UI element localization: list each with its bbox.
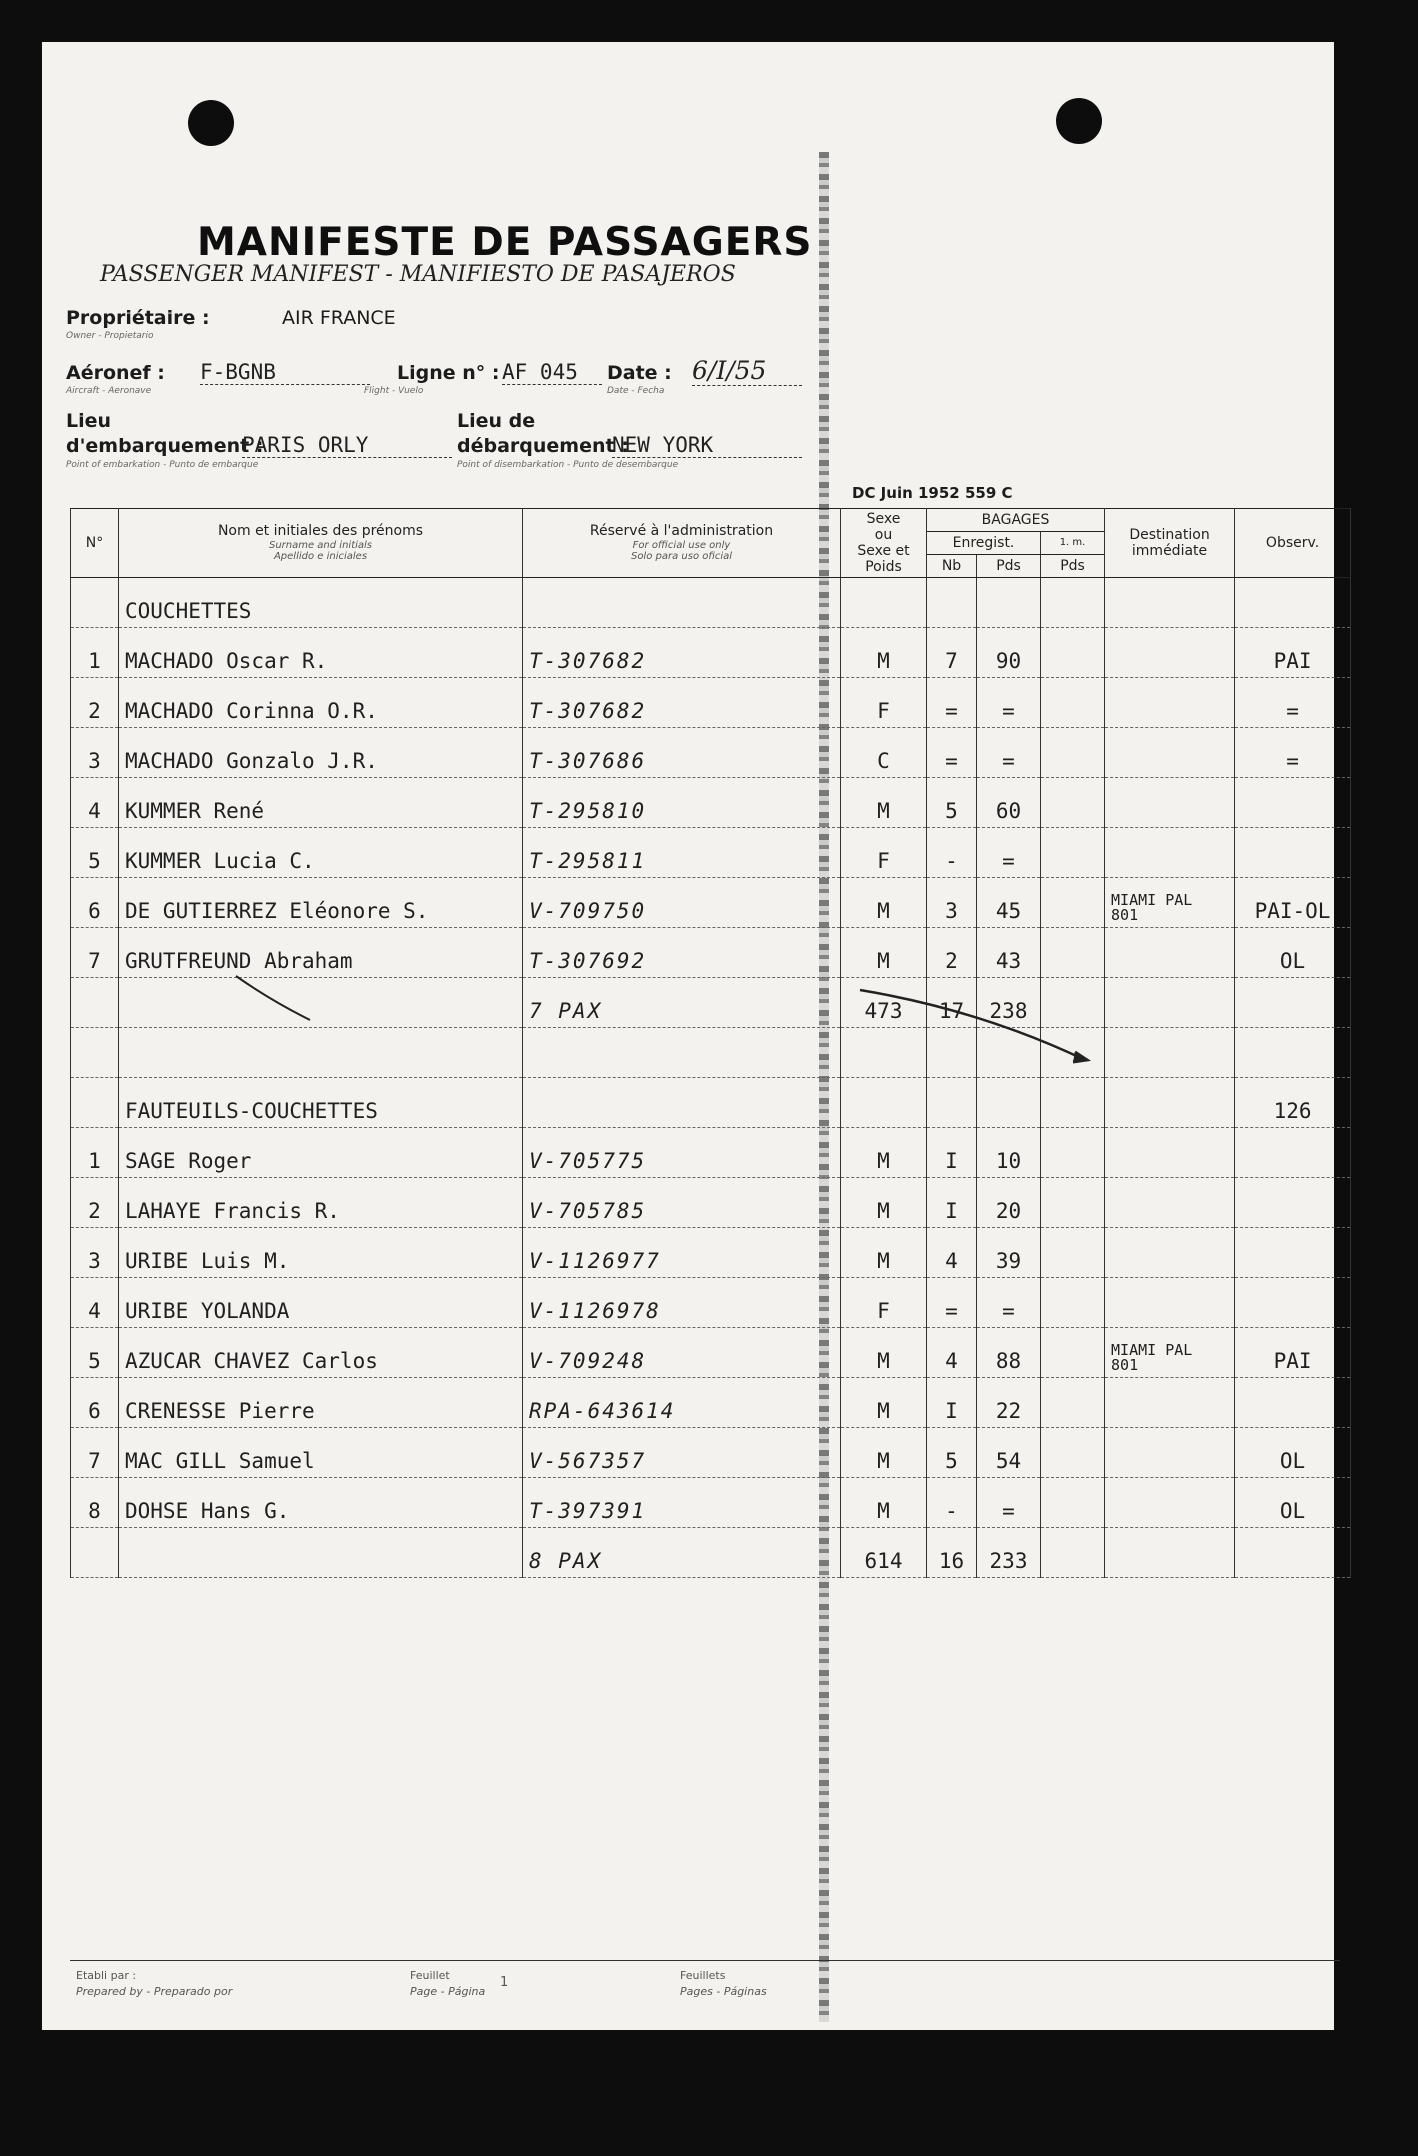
row-number: 3 xyxy=(71,728,119,778)
observation: OL xyxy=(1235,1428,1351,1478)
reservation-number: T-307686 xyxy=(523,728,841,778)
col-header-no: N° xyxy=(71,509,119,578)
baggage-weight: = xyxy=(977,1278,1041,1328)
col-header-observ: Observ. xyxy=(1235,509,1351,578)
col-header-nb: Nb xyxy=(927,555,977,578)
baggage-count: = xyxy=(927,678,977,728)
sheet-value: 1 xyxy=(500,1975,509,1990)
aircraft-sublabel: Aircraft - Aeronave xyxy=(66,386,152,396)
col-header-name-sub-1: Surname and initials xyxy=(268,539,373,551)
row-number: 5 xyxy=(71,828,119,878)
reservation-number: T-397391 xyxy=(523,1478,841,1528)
embark-value: PARIS ORLY xyxy=(242,433,452,458)
reservation-number: T-307682 xyxy=(523,678,841,728)
baggage-count: 4 xyxy=(927,1328,977,1378)
sex-weight: M xyxy=(841,1428,927,1478)
reservation-number: V-709750 xyxy=(523,878,841,928)
baggage-count: - xyxy=(927,1478,977,1528)
observation: PAI xyxy=(1235,1328,1351,1378)
prepared-sublabel: Prepared by - Preparado por xyxy=(76,1985,233,1998)
reservation-number: RPA-643614 xyxy=(523,1378,841,1428)
baggage-weight: = xyxy=(977,728,1041,778)
disembark-label-1: Lieu de xyxy=(457,410,536,432)
row-number: 6 xyxy=(71,878,119,928)
baggage-weight: 45 xyxy=(977,878,1041,928)
disembark-sublabel: Point of disembarkation - Punto de desembarque xyxy=(457,460,679,470)
baggage-weight: 54 xyxy=(977,1428,1041,1478)
sex-weight: M xyxy=(841,1228,927,1278)
baggage-count: = xyxy=(927,728,977,778)
embark-sublabel: Point of embarkation - Punto de embarque xyxy=(66,460,259,470)
manifest-subtitle: PASSENGER MANIFEST - MANIFIESTO DE PASAJEROS xyxy=(100,262,736,287)
baggage-count: 7 xyxy=(927,628,977,678)
col-header-pds: Pds xyxy=(977,555,1041,578)
row-number: 1 xyxy=(71,1128,119,1178)
baggage-weight: 43 xyxy=(977,928,1041,978)
observation: 126 xyxy=(1235,1078,1351,1128)
row-number: 2 xyxy=(71,1178,119,1228)
passenger-name: KUMMER René xyxy=(119,778,523,828)
col-header-name-sub-2: Apellido e iniciales xyxy=(273,551,368,563)
sex-weight: F xyxy=(841,1278,927,1328)
observation: PAI-OL xyxy=(1235,878,1351,928)
row-number: 1 xyxy=(71,628,119,678)
col-header-baggage: BAGAGES xyxy=(927,509,1105,532)
passenger-name: URIBE Luis M. xyxy=(119,1228,523,1278)
baggage-weight: = xyxy=(977,828,1041,878)
aircraft-label: Aéronef : xyxy=(66,362,165,384)
owner-value: AIR FRANCE xyxy=(282,307,396,329)
sex-weight: M xyxy=(841,878,927,928)
observation: PAI xyxy=(1235,628,1351,678)
sex-weight: M xyxy=(841,628,927,678)
line-label: Ligne n° : xyxy=(397,362,500,384)
embark-label-1: Lieu xyxy=(66,410,112,432)
observation: = xyxy=(1235,678,1351,728)
baggage-count: - xyxy=(927,828,977,878)
passenger-name: DE GUTIERREZ Eléonore S. xyxy=(119,878,523,928)
col-header-reserved-sub-1: For official use only xyxy=(632,539,731,551)
baggage-weight: 20 xyxy=(977,1178,1041,1228)
row-number: 4 xyxy=(71,1278,119,1328)
passenger-name: MACHADO Oscar R. xyxy=(119,628,523,678)
col-header-reserved-sub-2: Solo para uso oficial xyxy=(630,551,733,563)
baggage-weight: 90 xyxy=(977,628,1041,678)
reservation-number: V-1126978 xyxy=(523,1278,841,1328)
disembark-label-2: débarquement : xyxy=(457,435,629,457)
line-value: AF 045 xyxy=(502,360,602,385)
disembark-value: NEW YORK xyxy=(612,433,802,458)
reservation-number: V-567357 xyxy=(523,1428,841,1478)
row-number: 2 xyxy=(71,678,119,728)
passenger-name: GRUTFREUND Abraham xyxy=(119,928,523,978)
baggage-count: 4 xyxy=(927,1228,977,1278)
reservation-number: V-1126977 xyxy=(523,1228,841,1278)
row-number: 5 xyxy=(71,1328,119,1378)
col-header-destination-2: immédiate xyxy=(1131,543,1208,559)
observation: = xyxy=(1235,728,1351,778)
baggage-weight: 233 xyxy=(977,1528,1041,1578)
observation: OL xyxy=(1235,928,1351,978)
baggage-count: 17 xyxy=(927,978,977,1028)
col-header-hand: 1. m. xyxy=(1041,532,1105,555)
reservation-number: V-709248 xyxy=(523,1328,841,1378)
line-sublabel: Flight - Vuelo xyxy=(364,386,424,396)
sheet-label: Feuillet xyxy=(410,1969,450,1982)
row-number: 6 xyxy=(71,1378,119,1428)
baggage-weight: 238 xyxy=(977,978,1041,1028)
row-number: 7 xyxy=(71,928,119,978)
passenger-name: URIBE YOLANDA xyxy=(119,1278,523,1328)
passenger-name: MAC GILL Samuel xyxy=(119,1428,523,1478)
baggage-count: = xyxy=(927,1278,977,1328)
row-number: 8 xyxy=(71,1478,119,1528)
reservation-number: 8 PAX xyxy=(523,1528,841,1578)
date-value: 6/I/55 xyxy=(692,356,802,386)
passenger-name: CRENESSE Pierre xyxy=(119,1378,523,1428)
row-number: 4 xyxy=(71,778,119,828)
passenger-name: MACHADO Gonzalo J.R. xyxy=(119,728,523,778)
reservation-number: V-705775 xyxy=(523,1128,841,1178)
col-header-sex-3: Sexe et xyxy=(857,543,910,559)
reservation-number: V-705785 xyxy=(523,1178,841,1228)
baggage-weight: 39 xyxy=(977,1228,1041,1278)
baggage-weight: 88 xyxy=(977,1328,1041,1378)
form-reference: DC Juin 1952 559 C xyxy=(852,484,1013,502)
baggage-count: 3 xyxy=(927,878,977,928)
baggage-count: 5 xyxy=(927,778,977,828)
col-header-sex-2: ou xyxy=(874,526,893,543)
hand-stroke-2 xyxy=(860,990,1085,1060)
hand-stroke-1 xyxy=(236,976,310,1020)
date-label: Date : xyxy=(607,362,672,384)
baggage-count: I xyxy=(927,1128,977,1178)
embark-label-2: d'embarquement : xyxy=(66,435,264,457)
sex-weight: M xyxy=(841,1328,927,1378)
col-header-registered: Enregist. xyxy=(927,532,1041,555)
sex-weight: 614 xyxy=(841,1528,927,1578)
row-number: 7 xyxy=(71,1428,119,1478)
col-header-name-label: Nom et initiales des prénoms xyxy=(217,523,424,540)
sex-weight: M xyxy=(841,1378,927,1428)
baggage-count: 2 xyxy=(927,928,977,978)
baggage-count: I xyxy=(927,1178,977,1228)
manifest-title: MANIFESTE DE PASSAGERS xyxy=(197,220,813,265)
reservation-number: 7 PAX xyxy=(523,978,841,1028)
destination: MIAMI PAL 801 xyxy=(1105,878,1235,928)
reservation-number: T-307692 xyxy=(523,928,841,978)
passenger-name: SAGE Roger xyxy=(119,1128,523,1178)
passenger-name: DOHSE Hans G. xyxy=(119,1478,523,1528)
col-header-sex-1: Sexe xyxy=(866,510,901,527)
col-header-sex-4: Poids xyxy=(865,559,902,576)
sex-weight: C xyxy=(841,728,927,778)
sex-weight: M xyxy=(841,1178,927,1228)
sex-weight: F xyxy=(841,678,927,728)
passenger-name: MACHADO Corinna O.R. xyxy=(119,678,523,728)
passenger-name: AZUCAR CHAVEZ Carlos xyxy=(119,1328,523,1378)
sheets-label: Feuillets xyxy=(680,1969,726,1982)
col-header-destination-1: Destination xyxy=(1129,526,1210,543)
sex-weight: F xyxy=(841,828,927,878)
passenger-name: KUMMER Lucia C. xyxy=(119,828,523,878)
baggage-weight: = xyxy=(977,1478,1041,1528)
sex-weight: M xyxy=(841,928,927,978)
row-number: 3 xyxy=(71,1228,119,1278)
sex-weight: M xyxy=(841,778,927,828)
destination: MIAMI PAL 801 xyxy=(1105,1328,1235,1378)
passenger-name: LAHAYE Francis R. xyxy=(119,1178,523,1228)
prepared-label: Etabli par : xyxy=(76,1969,137,1982)
baggage-weight: 10 xyxy=(977,1128,1041,1178)
sheets-sublabel: Pages - Páginas xyxy=(680,1985,767,1998)
col-header-reserved-label: Réservé à l'administration xyxy=(589,523,774,540)
sex-weight: M xyxy=(841,1128,927,1178)
reservation-number: T-295810 xyxy=(523,778,841,828)
sex-weight: 473 xyxy=(841,978,927,1028)
hand-arrow-head xyxy=(1073,1052,1087,1062)
baggage-weight: 22 xyxy=(977,1378,1041,1428)
passenger-name: COUCHETTES xyxy=(119,578,523,628)
passenger-name: FAUTEUILS-COUCHETTES xyxy=(119,1078,523,1128)
baggage-count: 5 xyxy=(927,1428,977,1478)
aircraft-value: F-BGNB xyxy=(200,360,370,385)
sheet-sublabel: Page - Página xyxy=(410,1985,486,1998)
owner-label: Propriétaire : xyxy=(66,307,210,329)
baggage-count: 16 xyxy=(927,1528,977,1578)
reservation-number: T-307682 xyxy=(523,628,841,678)
date-sublabel: Date - Fecha xyxy=(607,386,665,396)
reservation-number: T-295811 xyxy=(523,828,841,878)
baggage-count: I xyxy=(927,1378,977,1428)
observation: OL xyxy=(1235,1478,1351,1528)
col-header-pds-hand: Pds xyxy=(1041,555,1105,578)
owner-sublabel: Owner - Propietario xyxy=(66,331,154,341)
baggage-weight: 60 xyxy=(977,778,1041,828)
sex-weight: M xyxy=(841,1478,927,1528)
baggage-weight: = xyxy=(977,678,1041,728)
